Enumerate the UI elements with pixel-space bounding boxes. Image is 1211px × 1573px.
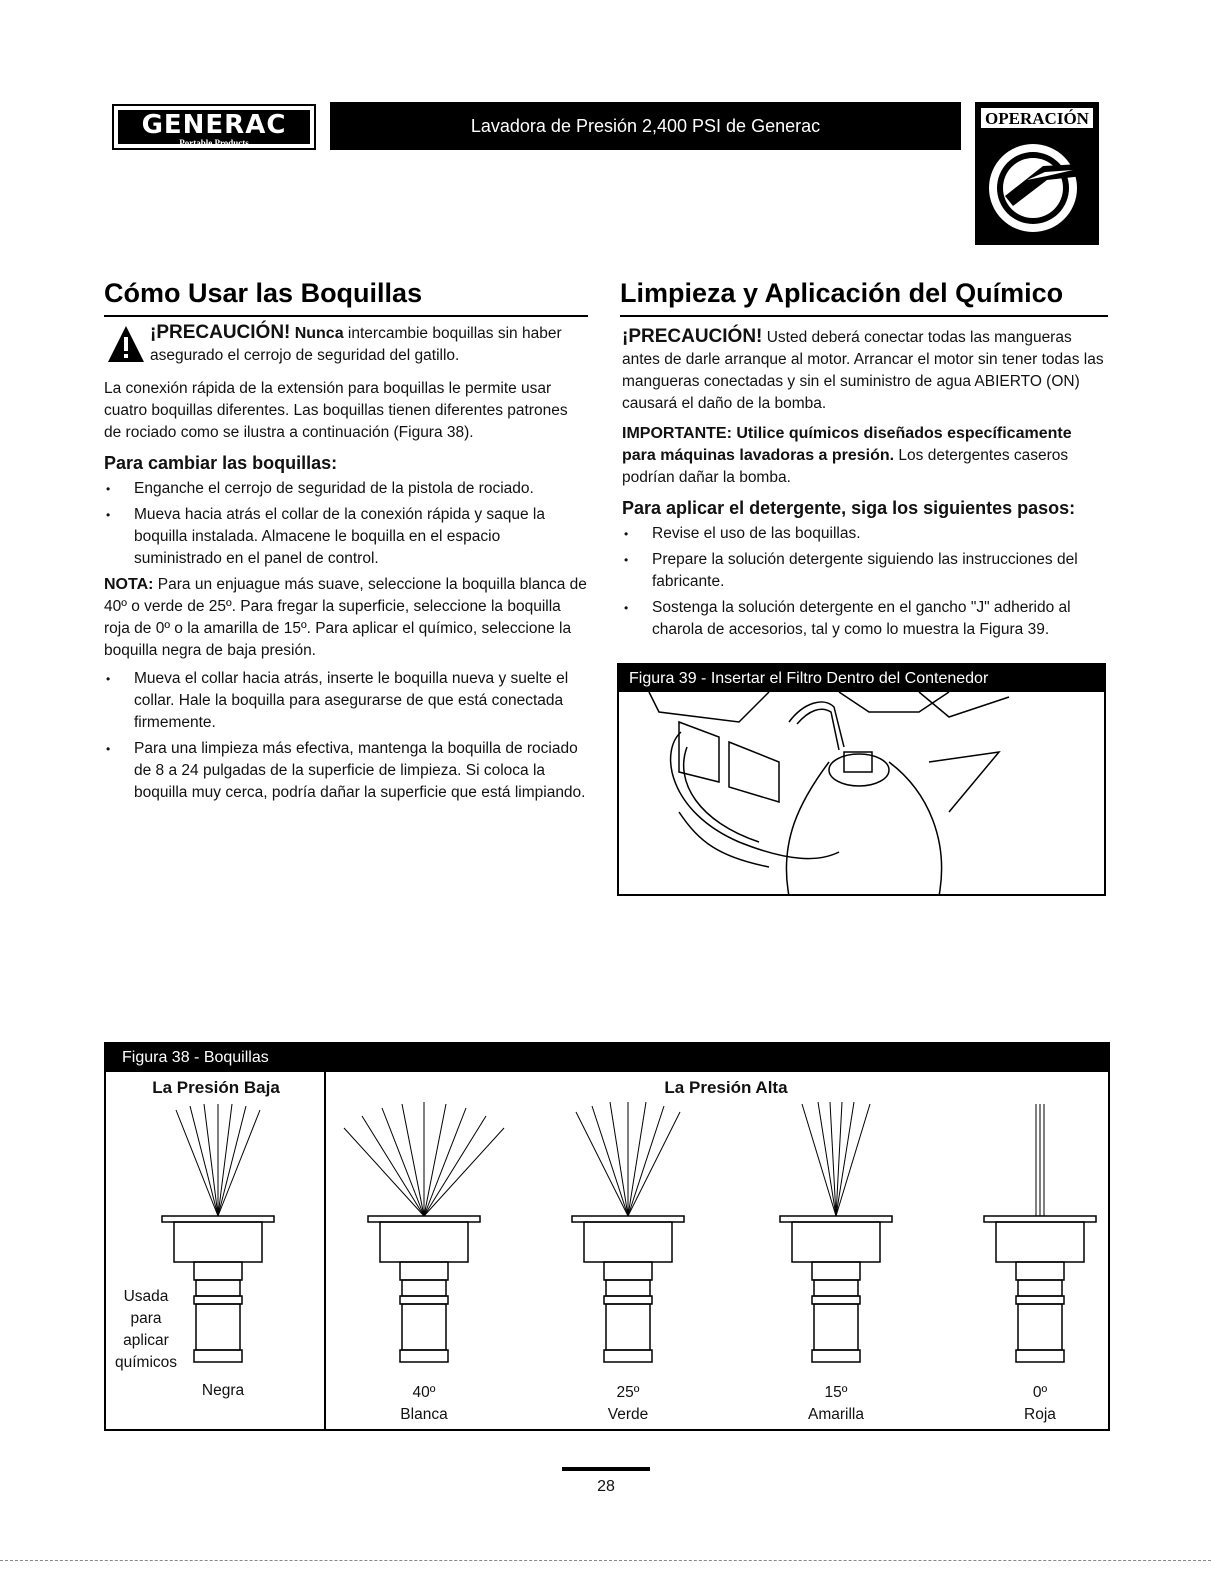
high-pressure-label: La Presión Alta: [664, 1078, 788, 1097]
note-label: NOTA:: [104, 576, 154, 593]
note-text: Para un enjuague más suave, seleccione la boquilla blanca de 40º o verde de 25º. Para fregar la superficie, seleccione la boquilla roja de 0º o la amarilla de 15º. Para aplicar el químico, seleccione la boquilla negra de baja presión.: [104, 576, 587, 659]
logo-subtext: Portable Products: [179, 138, 249, 148]
nozzle-angle-label: 25º: [616, 1384, 640, 1401]
nozzle-green: [572, 1102, 684, 1362]
chem-note-line: Usada: [123, 1288, 169, 1305]
list-item: • Prepare la solución detergente siguiendo las instrucciones del fabricante.: [622, 549, 1106, 593]
right-subheading: Para aplicar el detergente, siga los siguientes pasos:: [622, 498, 1076, 518]
nozzle-color-label: Roja: [1024, 1406, 1056, 1423]
nozzle-red: [984, 1104, 1096, 1362]
list-item: • Sostenga la solución detergente en el gancho "J" adherido al charola de accesorios, tal y como lo muestra la Figura 39.: [622, 597, 1106, 641]
figure-38: [104, 1042, 1110, 1431]
section-tab-label: OPERACIÓN: [980, 107, 1094, 129]
list-item: • Enganche el cerrojo de seguridad de la pistola de rociado.: [104, 478, 588, 500]
chem-note-line: químicos: [114, 1354, 178, 1371]
nozzle-white: [344, 1102, 504, 1362]
right-caution-text: Usted deberá conectar todas las mangueras antes de darle arranque al motor. Arrancar el motor sin tener todas las mangueras conectadas y sin el suministro de agua ABIERTO (ON) causará el daño de la bomba.: [622, 329, 1104, 412]
document-title: Lavadora de Presión 2,400 PSI de Generac: [470, 115, 821, 136]
right-heading-rule: [620, 315, 1108, 317]
left-caution-label: ¡PRECAUCIÓN!: [150, 322, 291, 343]
left-section-heading: Cómo Usar las Boquillas: [104, 278, 423, 308]
right-section-heading: Limpieza y Aplicación del Químico: [620, 278, 1064, 308]
nozzle-color-label: Blanca: [400, 1406, 448, 1423]
right-important: [622, 423, 1106, 489]
important-label: IMPORTANTE: Utilice químicos diseñados específicamente para máquinas lavadoras a presión.: [622, 425, 1072, 464]
list-item: • Para una limpieza más efectiva, mantenga la boquilla de rociado de 8 a 24 pulgadas de la superficie de limpieza. Si coloca la boquilla muy cerca, podría dañar la superficie que está limpiando.: [104, 738, 588, 804]
chemical-use-note: [106, 1286, 186, 1374]
nozzle-yellow: [780, 1102, 892, 1362]
nozzle-diagrams: [106, 1100, 1108, 1390]
list-item: • Mueva hacia atrás el collar de la conexión rápida y saque la boquilla instalada. Almacene le boquilla en el espacio suministrado en el panel de control.: [104, 504, 588, 570]
figure-38-caption: Figura 38 - Boquillas: [106, 1044, 1108, 1072]
left-heading-rule: [104, 315, 588, 317]
nozzle-color-label: Negra: [201, 1382, 245, 1399]
page-number: 28: [597, 1478, 615, 1495]
page-edge-line: [0, 1560, 1211, 1561]
chem-note-line: para: [130, 1310, 162, 1327]
operation-icon: [983, 136, 1091, 240]
left-caution-bold: Nunca: [294, 325, 344, 342]
nozzle-color-label: Verde: [607, 1406, 649, 1423]
left-bullet-list-1: [104, 478, 588, 570]
list-item: • Revise el uso de las boquillas.: [622, 523, 1106, 545]
section-tab: [975, 102, 1099, 245]
page-number-rule: [562, 1467, 650, 1471]
right-caution: [622, 326, 1106, 415]
nozzle-color-label: Amarilla: [808, 1406, 864, 1423]
left-caution-text: intercambie boquillas sin haber asegurado el cerrojo de seguridad del gatillo.: [150, 325, 562, 364]
nozzle-angle-label: 15º: [824, 1384, 848, 1401]
left-note: [104, 574, 588, 662]
nozzle-angle-label: 40º: [412, 1384, 436, 1401]
logo-text: GENERAC: [141, 110, 287, 140]
left-intro: La conexión rápida de la extensión para boquillas le permite usar cuatro boquillas diferentes. Las boquillas tienen diferentes patrones de rociado como se ilustra a continuación (Figura 38).: [104, 380, 568, 441]
low-pressure-label: La Presión Baja: [152, 1078, 280, 1097]
header-title-bar: [330, 102, 961, 150]
list-item: • Mueva el collar hacia atrás, inserte le boquilla nueva y suelte el collar. Hale la boquilla para asegurarse de que está conectada firmemente.: [104, 668, 588, 734]
filter-container-illustration: [619, 692, 1104, 896]
important-text: Los detergentes caseros podrían dañar la bomba.: [622, 447, 1069, 486]
generac-logo: [112, 104, 316, 150]
figure-39-caption: Figura 39 - Insertar el Filtro Dentro del Contenedor: [619, 665, 1104, 692]
left-caution: [150, 322, 588, 367]
nozzle-angle-label: 0º: [1032, 1384, 1048, 1401]
left-subheading: Para cambiar las boquillas:: [104, 453, 338, 473]
chem-note-line: aplicar: [123, 1332, 169, 1349]
right-bullet-list: [622, 523, 1106, 641]
left-bullet-list-2: [104, 668, 588, 804]
right-caution-label: ¡PRECAUCIÓN!: [622, 326, 763, 347]
warning-icon: [106, 324, 146, 364]
figure-39: [617, 663, 1106, 896]
